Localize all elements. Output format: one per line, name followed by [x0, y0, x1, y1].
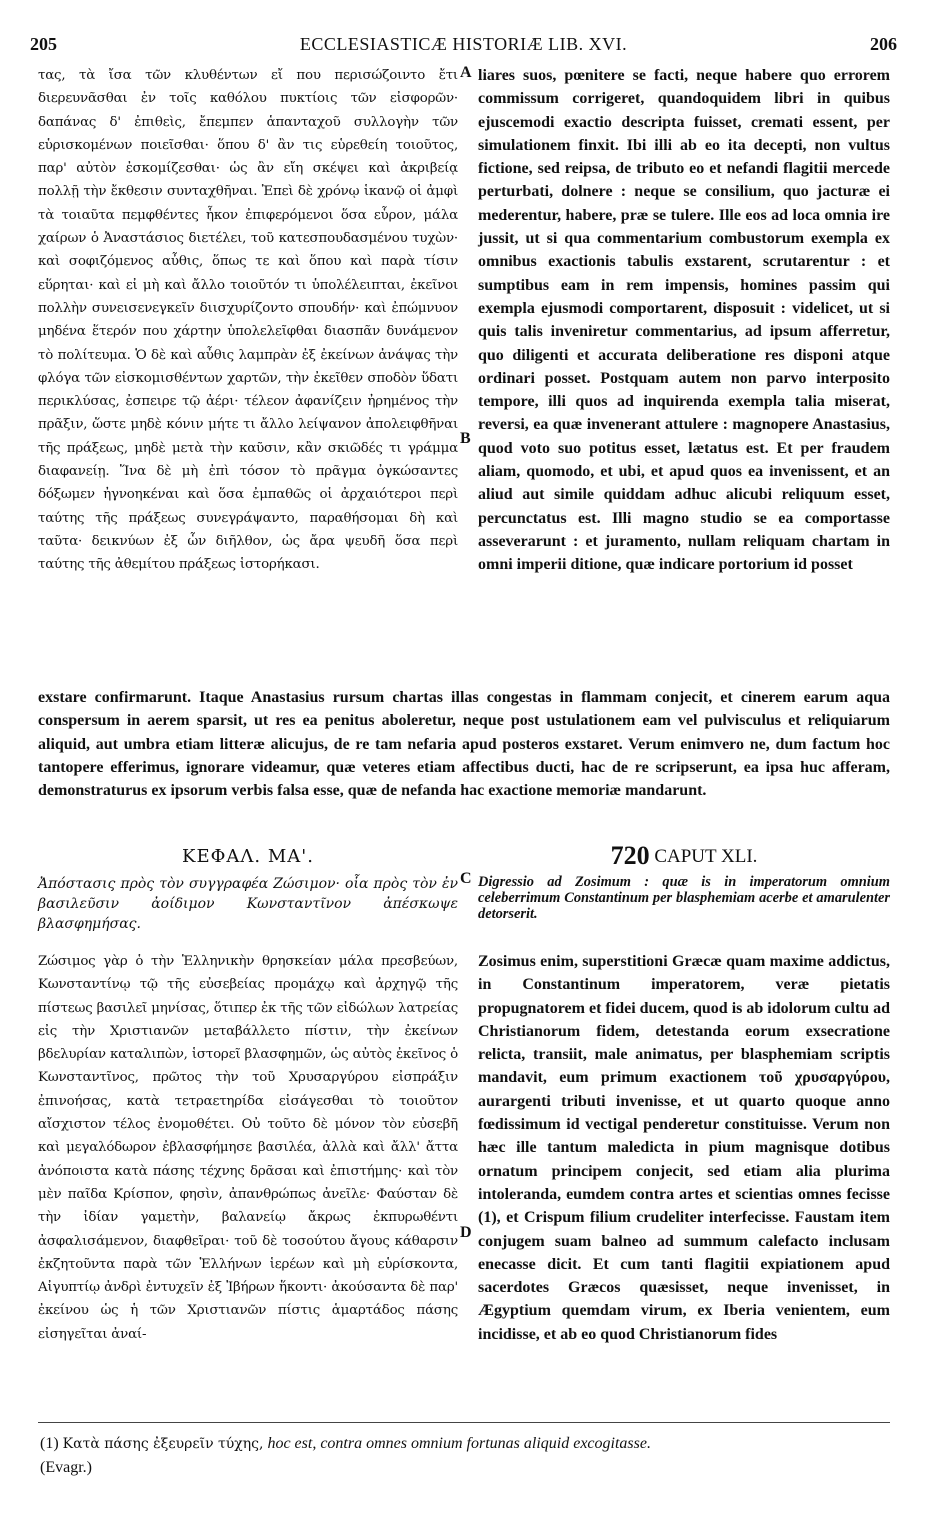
margin-marker-d: D [460, 1224, 472, 1241]
latin-column-top [478, 64, 890, 577]
footnote-latin: hoc est, contra omnes omnium fortunas aliquid excogitasse. [267, 1435, 651, 1452]
latin-paragraph: exstare confirmarunt. Itaque Anastasius rursum chartas illas congestas in flammam conjecit, et cinerem earum aqua conspersum in aerem sparsit, ut res ea penitus aboleretur, neque post ustulationem eam vel pulvisculus et reliquiarum aliquid, aut umbra etiam litteræ alicujus, de re tam nefaria apud posteros exstaret. Verum enimvero ne, dum factum hoc tantopere efferimus, ignorare videamur, quæ veteres etiam affectibus ducti, hac de re scripserunt, ea ipsa huc afferam, demonstraturus ex ipsorum verbis falsa esse, quæ de nefanda hac exactione memoriæ mandarunt. [38, 689, 890, 800]
latin-paragraph: Zosimus enim, superstitioni Græcæ quam maxime addictus, in Constantinum imperatorem, veræ pietatis propugnatorem et fidei ducem, quod is ab idolorum cultu ad Christianorum fidem, detestanda eorum exsecratione relicta, transiit, male animatus, per blasphemiam scriptis mandavit, eum primum exactionem τοῦ χρυσαργύρου, aurargenti tributi invenisse, et ut quarto quoque anno fœdissimum id vectigal penderetur constituisse. Verum non hæc ille tantum maledicta in pium magnisque dotibus ornatum principem conjecit, sed etiam alia plurima intoleranda, eumdem contra artes et scientias omnes fecisse (1), et Crispum filium crudeliter interfecisse. Faustam item conjugem suam balneo ad summum calefacto inclusam enecasse dicit. Et cum tanti flagitii expiationem apud sacerdotes Græcos quæsisset, neque invenisset, in Ægyptium quemdam virum, ex Iberia venientem, eum incidisse, et ab eo quod Christianorum fides [478, 953, 890, 1343]
margin-marker-b: B [460, 430, 471, 447]
page-number-left: 205 [30, 34, 57, 54]
latin-chapter-heading [478, 841, 890, 871]
footnote-greek: Κατὰ πάσης ἐξευρεῖν τύχης, [62, 1436, 264, 1452]
greek-paragraph: Ζώσιμος γὰρ ὁ τὴν Ἑλληνικὴν θρησκείαν μάλα πρεσβεύων, Κωνσταντίνῳ τῷ τῆς εὐσεβείας προμάχῳ καὶ ἀρχηγῷ τῆς πίστεως βασιλεῖ μηνίσας, ὅτιπερ ἐκ τῆς τῶν εἰδώλων λατρείας εἰς τὴν Χριστιανῶν μεταβάλλετο πίστιν, τὴν ἐκείνων βδελυρίαν καταλιπὼν, ἱστορεῖ βλασφημῶν, ὡς αὐτὸς ἐκεῖνος ὁ Κωνσταντῖνος, πρῶτος τὴν τοῦ Χρυσαργύρου εἰσπράξιν ἐπινοήσας, κατὰ τετραετηρίδα εἰσάγεσθαι τὸ τοιοῦτον αἴσχιστον τέλος ἐνομοθέτει. Οὐ τοῦτο δὲ μόνον τὸν εὐσεβῆ καὶ μεγαλόδωρον ἐβλασφήμησε βασιλέα, ἀλλὰ καὶ ἄλλ' ἄττα ἀνόποιστα κατὰ πάσης τέχνης δρᾶσαι καὶ ἐπιστήμης· καὶ τὸν μὲν παῖδα Κρίσπον, φησὶν, ἀπανθρώπως ἀνεῖλε· Φαύσταν δὲ τὴν ἰδίαν γαμετὴν, βαλανείῳ ἄκρως ἐκπυρωθέντι ἀσφαλισάμενον, διαφθεῖραι· τοῦ δὲ τοσούτου ἄγους κάθαρσιν ἐκζητοῦντα παρὰ τῶν Ἑλλήνων ἱερέων καὶ μὴ εὑρίσκοντα, Αἰγυπτίῳ ἀνδρὶ ἐντυχεῖν ἐξ Ἰβήρων ἥκοντι· ἀκούσαντα δὲ παρ' ἐκείνου ὡς ἡ τῶν Χριστιανῶν πίστις ἁμαρτάδος πάσης εἰσηγεῖται ἀναί- [38, 954, 458, 1342]
footnote [40, 1432, 890, 1479]
greek-column-top [38, 64, 458, 577]
running-title: ECCLESIASTICÆ HISTORIÆ LIB. XVI. [299, 34, 628, 54]
margin-marker-c: C [460, 870, 472, 887]
latin-column-bottom [478, 950, 890, 1346]
latin-paragraph: liares suos, pœnitere se facti, neque habere quo errorem commissum corrigeret, quandoquidem libri in quibus ejuscemodi exactio descripta fuisset, cremati essent, per simulationem finxit. Ibi illi ab eo ita decepti, non vultus fictione, sed reipsa, de tributo eo et nefandi flagitii mercede perturbati, dolnere : neque se consilium, quo jacturæ ei mederentur, habere, præ se tulere. Ille eos ad loca omnia ire jussit, ut si qua commentarium combustorum exempla ex omnibus exactionis tabulis exstarent, scrutarentur : et sumptibus eam in rem impensis, homines passim qui exempla ejusmodi comportarent, disposuit : videlicet, ut si quis talis inveniretur commentarius, ad ipsum afferretur, quo diligenti et accurata deliberatione res disponi atque ordinari posset. Postquam autem non parvo interposito tempore, illi quos ad inquirenda exempla talia miserat, reversi, ea quæ invenerant attulere : magnopere Anastasius, quod voto suo potitus esset, lætatus est. Et per fraudem aliam, quomodo, et ubi, et apud quos ea invenissent, et an aliud aut simile quiddam adhuc alicubi reliquum esset, percunctatus est. Illi magno studio se ea comportasse asseverarunt : et juramento, nullam reliquam chartam in omni imperii ditione, quæ indicare portorium id posset [478, 67, 890, 574]
greek-chapter-summary: Ἀπόστασις πρὸς τὸν συγγραφέα Ζώσιμον· οἷα πρὸς τὸν ἐν βασιλεῦσιν ἀοίδιμον Κωνσταντῖνον ἀπέσκωψε βλασφημήσας. [38, 876, 458, 932]
footnote-source: (Evagr.) [40, 1459, 92, 1476]
latin-chapter-summary: Digressio ad Zosimum : quæ is in imperatorum omnium celeberrimum Constantinum per blasphemiam acerbe et amarulenter detorserit. [478, 874, 890, 922]
greek-column-bottom [38, 950, 458, 1346]
running-header [30, 34, 897, 62]
column-number: 720 [610, 841, 650, 870]
latin-full-width-paragraph [38, 686, 890, 802]
margin-marker-a: A [460, 64, 472, 81]
footnote-mark: (1) [40, 1435, 59, 1452]
greek-paragraph: τας, τὰ ἴσα τῶν κλυθέντων εἴ που περισώζοιντο ἔτι διερευνᾶσθαι ἐν τοῖς καθόλου πυκτίοις τῶν εἰσφορῶν· δαπάνας δ' ἐπιθεὶς, ἔπεμπεν ἁπανταχοῦ συλλογὴν τῶν εὑρισκομένων ποιεῖσθαι· ὅπου δ' ἂν τις εὑρεθείη τοιοῦτος, παρ' αὐτὸν ἐσκομίζεσθαι· ὡς ἂν εἴη σκέψει καὶ ἀκριβείᾳ πολλῇ τὴν ἔκθεσιν συνταχθῆναι. Ἐπεὶ δὲ χρόνῳ ἱκανῷ οἱ ἀμφὶ τὰ τοιαῦτα πεμφθέντες ἧκον ἐπιφερόμενοι ὅσα εὗρον, μάλα χαίρων ὁ Ἀναστάσιος διετέλει, τοῦ κατεσπουδασμένου τυχὼν· καὶ σοφιζόμενος αὖθις, ὅπως τε καὶ ὅπου καὶ παρὰ τίσιν εὕρηται· καὶ εἰ μὴ καὶ ἄλλο τοιοῦτόν τι ὑπολέλειπται, ἐκεῖνοι πολλὴν συνεισενεγκεῖν διισχυρίζοντο σπουδήν· καὶ ἐπώμνυον μηδένα ἕτερόν που χάρτην ὑπολελεῖφθαι διασπᾶν δυνάμενον τὸ πολίτευμα. Ὁ δὲ καὶ αὖθις λαμπρὰν ἐξ ἐκείνων ἀνάψας τὴν φλόγα τῶν εἰσκομισθέντων χαρτῶν, τὴν ἐκεῖθεν σποδὸν ὕδατι περικλύσας, ἐσπειρε τῷ ἀέρι· τέλεον ἀφανίζειν ἠρημένος τὴν πρᾶξιν, ὥστε μηδὲ κόνιν μήτε τι ἄλλο λείψανον ἀπολειφθῆναι τῆς πράξεως, μηδὲ μετὰ τὴν καῦσιν, κἂν σκιῶδές τι γράμμα διαφανείῃ. Ἵνα δὲ μὴ ἐπὶ τόσον τὸ πρᾶγμα ὀγκώσαντες δόξωμεν ἠγνοηκέναι καὶ ὅσα ἐμπαθῶς οἱ ἀρχαιότεροι περὶ ταύτης τῆς πράξεως συνεγράψαντο, παραθήσομαι δὴ καὶ ταῦτα· δεικνύων ἐξ ὧν διῆλθον, ὡς ἄρα ψευδῆ ὅσα περὶ ταύτης τῆς ἀθεμίτου πράξεως ἱστορήκασι. [38, 68, 458, 573]
footnote-rule [38, 1422, 890, 1423]
latin-chapter-title: CAPUT XLI. [654, 846, 758, 867]
greek-chapter-title: ΚΕΦΑΛ. ΜΑ'. [182, 846, 314, 867]
page-number-right: 206 [870, 34, 897, 54]
